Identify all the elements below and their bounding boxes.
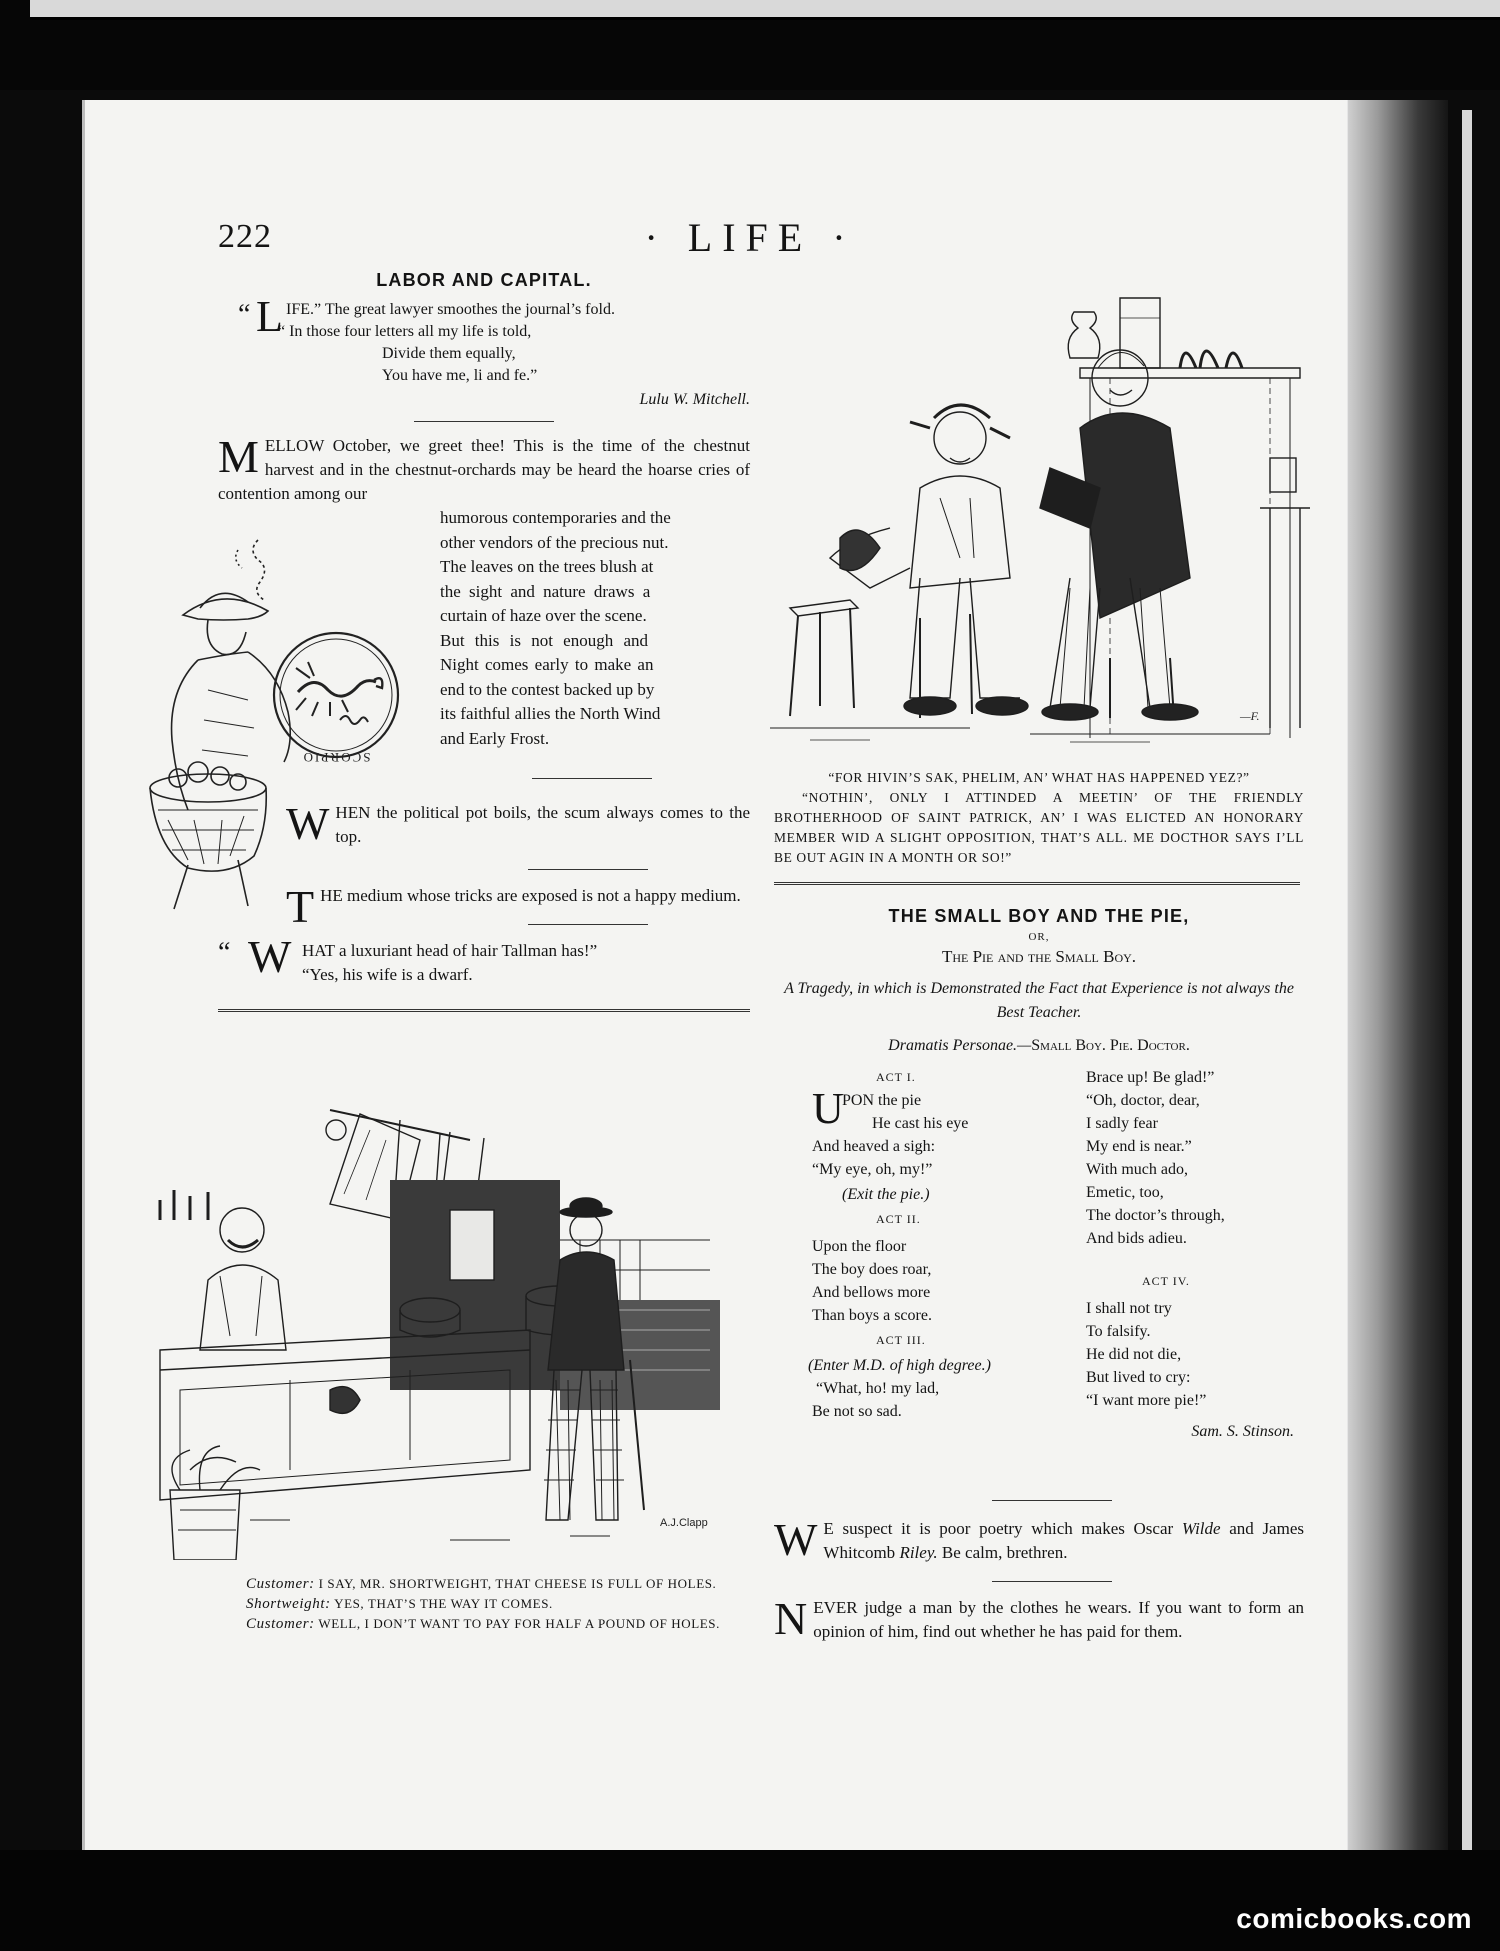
- labor-drop-cap: L: [256, 292, 283, 341]
- enter-direction: (Enter M.D. of high degree.): [808, 1357, 991, 1374]
- divider: [992, 1581, 1112, 1582]
- labor-line-3: Divide them equally,: [382, 345, 516, 362]
- phelim-artist-signature: —F.: [1240, 709, 1260, 723]
- wilde-paragraph: [774, 1514, 1304, 1565]
- pot-text: HEN the political pot boils, the scum always comes to the top.: [335, 803, 750, 846]
- page-gutter-shadow: [1348, 100, 1448, 1850]
- act-2-line-1: Upon the floor: [812, 1238, 907, 1255]
- dramatis-list: Small Boy. Pie. Doctor.: [1031, 1037, 1190, 1054]
- never-paragraph: [774, 1593, 1304, 1644]
- cheese-line-2: [218, 1594, 750, 1614]
- phelim-illustration: [770, 278, 1310, 748]
- col2-line-5: With much ado,: [1086, 1161, 1188, 1178]
- dramatis-label: Dramatis Personae.—: [888, 1037, 1032, 1054]
- act-1-stanza: [812, 1084, 1042, 1135]
- act-4-line-2: To falsify.: [1086, 1323, 1151, 1340]
- mellow-line-5: curtain of haze over the scene.: [440, 606, 647, 625]
- act-1-heading: ACT I.: [876, 1070, 916, 1084]
- cheese-text-3: WELL, I DON’T WANT TO PAY FOR HALF A POUND OF HOLES.: [318, 1616, 720, 1631]
- act-2-line-2: The boy does roar,: [812, 1261, 932, 1278]
- mellow-paragraph-top: [218, 431, 750, 506]
- labor-poem: [218, 292, 750, 409]
- pie-subtitle: The Pie and the Small Boy.: [941, 947, 1137, 966]
- hair-paragraph: [218, 931, 750, 995]
- hair-line-2: “Yes, his wife is a dwarf.: [302, 965, 473, 984]
- mellow-line-2: other vendors of the precious nut.: [440, 532, 669, 552]
- riley-name: Riley.: [899, 1543, 938, 1562]
- wilde-drop-cap: W: [774, 1514, 818, 1565]
- col2-line-6: Emetic, too,: [1086, 1184, 1164, 1201]
- medium-text: HE medium whose tricks are exposed is not a happy medium.: [320, 886, 741, 905]
- cheese-shop-illustration: [150, 1070, 750, 1560]
- wilde-text-c: Be calm, brethren.: [937, 1543, 1068, 1562]
- mellow-text-top: ELLOW October, we greet thee! This is the time of the chestnut harvest and in the chestnut-orchards may be heard the hoarse cries of contention among our: [218, 436, 750, 503]
- mellow-line-6: But this is not enough and: [440, 630, 649, 650]
- act-4-line-4: But lived to cry:: [1086, 1369, 1191, 1386]
- act-3-line-1: “What, ho! my lad,: [816, 1380, 940, 1397]
- next-page-edge: [1462, 110, 1472, 1870]
- act-4-line-3: He did not die,: [1086, 1346, 1182, 1363]
- act-3-line-2: Be not so sad.: [812, 1403, 902, 1420]
- never-drop-cap: N: [774, 1593, 808, 1644]
- col2-line-1: Brace up! Be glad!”: [1086, 1069, 1215, 1086]
- phelim-caption-line-1: “FOR HIVIN’S SAK, PHELIM, AN’ WHAT HAS HAPPENED YEZ?”: [828, 770, 1250, 785]
- pie-title: THE SMALL BOY AND THE PIE,: [888, 906, 1190, 926]
- divider: [532, 778, 652, 779]
- act-4-line-1: I shall not try: [1086, 1300, 1172, 1317]
- col2-line-4: My end is near.”: [1086, 1138, 1192, 1155]
- act-3-heading: ACT III.: [876, 1333, 926, 1347]
- labor-title: LABOR AND CAPITAL.: [376, 270, 592, 290]
- hair-drop-cap: W: [248, 931, 292, 982]
- cheese-line-3: [218, 1614, 750, 1634]
- small-boy-pie: [774, 906, 1304, 1440]
- wilde-text-a: E suspect it is poor poetry which makes Oscar: [823, 1519, 1182, 1538]
- mellow-line-1: humorous contemporaries and the: [440, 508, 671, 527]
- labor-author: Lulu W. Mitchell.: [639, 391, 750, 408]
- medium-paragraph: [218, 881, 750, 932]
- scan-border-top: [0, 0, 1500, 90]
- cheese-speaker-3: Customer:: [246, 1616, 315, 1632]
- mellow-line-3: The leaves on the trees blush at: [440, 557, 654, 576]
- never-text: EVER judge a man by the clothes he wears. If you want to form an opinion of him, find out whether he has paid for them.: [813, 1598, 1304, 1641]
- phelim-caption: [774, 768, 1304, 885]
- dramatis-personae: [774, 1037, 1304, 1055]
- double-rule: [218, 1009, 750, 1012]
- phelim-drawing: [770, 278, 1310, 748]
- act-2-heading: ACT II.: [876, 1212, 921, 1226]
- divider: [528, 869, 648, 870]
- right-short-items: [774, 1500, 1304, 1644]
- page-number: 222: [218, 218, 272, 255]
- cheese-shop-drawing: [150, 1070, 750, 1560]
- act-2-line-4: Than boys a score.: [812, 1307, 932, 1324]
- act-1-line-1: PON the pie: [842, 1092, 922, 1109]
- col2-line-2: “Oh, doctor, dear,: [1086, 1092, 1200, 1109]
- act-1-line-2: He cast his eye: [872, 1115, 969, 1132]
- pot-paragraph: [218, 798, 750, 849]
- act-4-line-5: “I want more pie!”: [1086, 1392, 1207, 1409]
- scorpio-label: SCORPIO: [301, 750, 371, 765]
- left-short-items: [218, 778, 750, 1012]
- labor-and-capital: [218, 270, 750, 422]
- pie-tragedy: A Tragedy, in which is Demonstrated the Fact that Experience is not always the Best Teacher.: [784, 980, 1294, 1021]
- cheese-artist-signature: A.J.Clapp: [660, 1517, 708, 1529]
- pie-verse-col-2: [1086, 1066, 1304, 1443]
- cheese-speaker-2: Shortweight:: [246, 1596, 331, 1612]
- scan-border-bottom: [0, 1850, 1500, 1951]
- divider: [992, 1500, 1112, 1501]
- labor-line-1: IFE.” The great lawyer smoothes the journal’s fold.: [286, 301, 615, 318]
- exit-direction: (Exit the pie.): [842, 1186, 930, 1203]
- act-1-drop-cap: U: [812, 1084, 844, 1133]
- divider: [414, 421, 554, 422]
- labor-quote-mark: “: [238, 299, 251, 330]
- wilde-name: Wilde: [1181, 1519, 1221, 1538]
- pie-verse-col-1: [808, 1066, 1042, 1423]
- phelim-caption-line-2: “NOTHIN’, ONLY I ATTINDED A MEETIN’ OF THE FRIENDLY BROTHERHOOD OF SAINT PATRICK, AN’ I WAS ELICTED AN HONORARY MEMBER WID A SLIGHT OPPOSITION, THAT’S ALL. ME DOCTHOR SAYS I’LL BE OUT AGIN IN A MONTH OR SO!”: [774, 790, 1304, 865]
- col2-line-3: I sadly fear: [1086, 1115, 1158, 1132]
- cheese-text-1: I SAY, MR. SHORTWEIGHT, THAT CHEESE IS FULL OF HOLES.: [318, 1576, 717, 1591]
- pot-drop-cap: W: [286, 798, 330, 849]
- medium-drop-cap: T: [286, 881, 315, 932]
- mellow-line-7: Night comes early to make an: [440, 655, 654, 674]
- cheese-line-1: [218, 1574, 750, 1594]
- mellow-right-text: [440, 506, 750, 751]
- pie-author: Sam. S. Stinson.: [1191, 1423, 1294, 1440]
- double-rule: [774, 882, 1300, 885]
- previous-page-edge: [30, 0, 1500, 20]
- hair-quote-mark: “: [218, 937, 231, 968]
- col2-line-7: The doctor’s through,: [1086, 1207, 1225, 1224]
- mellow-line-9: its faithful allies the North Wind: [440, 704, 661, 723]
- wilde-text-b: and James Whitcomb: [823, 1519, 1304, 1562]
- mellow-line-8: end to the contest backed up by: [440, 679, 655, 699]
- mellow-line-4: the sight and nature draws a: [440, 581, 651, 601]
- act-1-line-3: And heaved a sigh:: [812, 1138, 936, 1155]
- cheese-caption: [218, 1574, 750, 1634]
- masthead-title: · LIFE ·: [644, 215, 856, 260]
- act-2-line-3: And bellows more: [812, 1284, 931, 1301]
- cheese-speaker-1: Customer:: [246, 1576, 315, 1592]
- mellow-line-10: and Early Frost.: [440, 728, 550, 748]
- act-4-heading: ACT IV.: [1142, 1274, 1190, 1288]
- labor-line-2: “ In those four letters all my life is told,: [278, 323, 532, 340]
- hair-line-1: HAT a luxuriant head of hair Tallman has!”: [302, 941, 598, 960]
- labor-line-4: You have me, li and fe.”: [382, 367, 538, 384]
- divider: [528, 924, 648, 925]
- watermark: comicbooks.com: [1236, 1903, 1472, 1934]
- pie-or: OR,: [1028, 931, 1050, 943]
- col2-line-8: And bids adieu.: [1086, 1230, 1187, 1247]
- act-1-line-4: “My eye, oh, my!”: [812, 1161, 933, 1178]
- mellow-drop-cap: M: [218, 431, 259, 482]
- cheese-text-2: YES, THAT’S THE WAY IT COMES.: [334, 1596, 553, 1611]
